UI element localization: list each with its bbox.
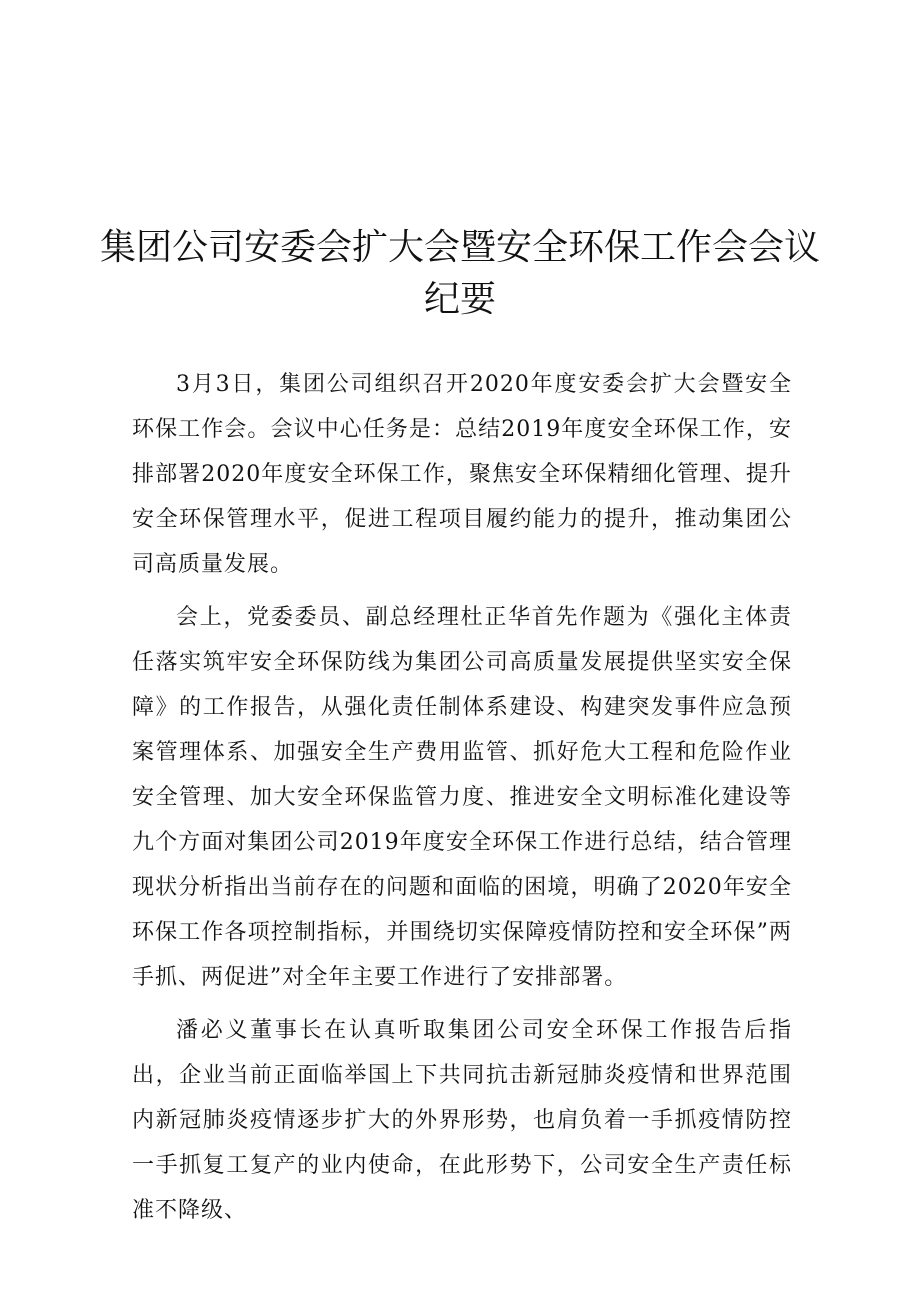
document-body	[132, 362, 792, 1241]
document-title: 集团公司安委会扩大会暨安全环保工作会会议纪要	[100, 227, 821, 320]
paragraph-3: 潘必义董事长在认真听取集团公司安全环保工作报告后指出，企业当前正面临举国上下共同抗击新冠肺炎疫情和世界范围内新冠肺炎疫情逐步扩大的外界形势，也肩负着一手抓疫情防控一手抓复工复产的业内使命，在此形势下，公司安全生产责任标准不降级、	[132, 1018, 792, 1223]
paragraph-2: 会上，党委委员、副总经理杜正华首先作题为《强化主体责任落实筑牢安全环保防线为集团公司高质量发展提供坚实安全保障》的工作报告，从强化责任制体系建设、构建突发事件应急预案管理体系、加强安全生产费用监管、抓好危大工程和危险作业安全管理、加大安全环保监管力度、推进安全文明标准化建设等九个方面对集团公司2019年度安全环保工作进行总结，结合管理现状分析指出当前存在的问题和面临的困境，明确了2020年安全环保工作各项控制指标，并围绕切实保障疫情防控和安全环保”两手抓、两促进”对全年主要工作进行了安排部署。	[132, 605, 792, 990]
paragraph-1: 3月3日，集团公司组织召开2020年度安委会扩大会暨安全环保工作会。会议中心任务是：总结2019年度安全环保工作，安排部署2020年度安全环保工作，聚焦安全环保精细化管理、提升安全环保管理水平，促进工程项目履约能力的提升，推动集团公司高质量发展。	[132, 372, 792, 577]
